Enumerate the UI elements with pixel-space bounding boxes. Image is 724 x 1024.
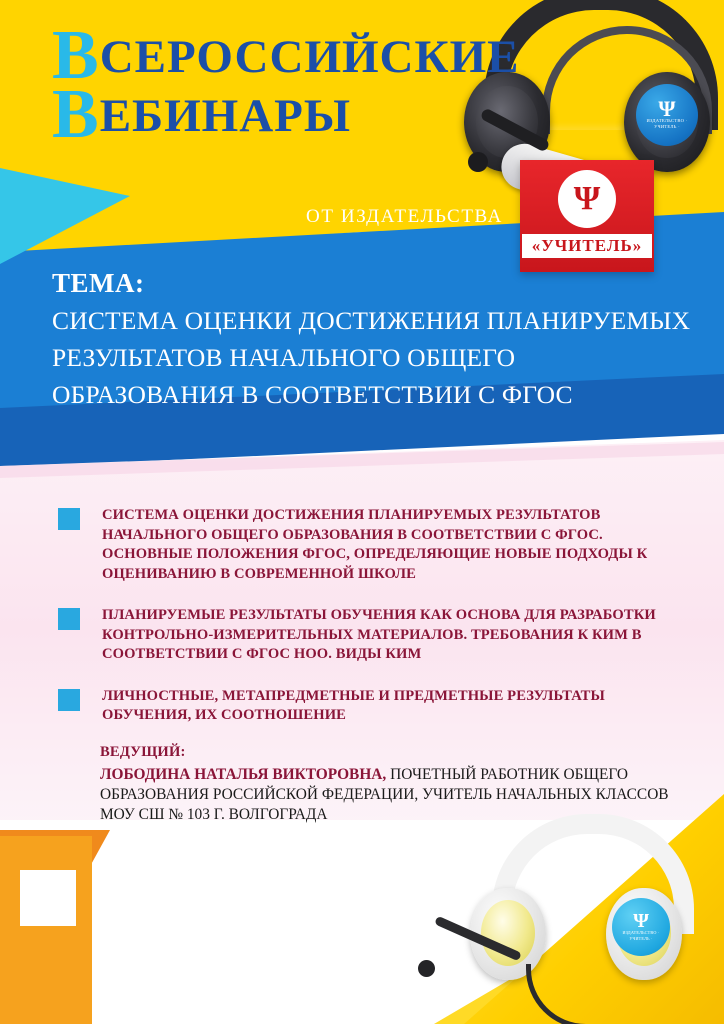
presenter-block: [100, 744, 690, 825]
poster-header-title: [52, 17, 572, 153]
publisher-logo-name: «УЧИТЕЛЬ»: [522, 234, 653, 258]
publisher-logo-circle: [558, 170, 616, 228]
header-line-1: [52, 17, 572, 94]
header-line-2-rest: ЕБИНАРЫ: [99, 90, 352, 142]
theme-label: ТЕМА:: [52, 268, 145, 298]
theme-title: СИСТЕМА ОЦЕНКИ ДОСТИЖЕНИЯ ПЛАНИРУЕМЫХ РЕЗУЛЬТАТОВ НАЧАЛЬНОГО ОБЩЕГО ОБРАЗОВАНИЯ В СООТВЕТСТВИИ С ФГОС: [52, 306, 691, 409]
presenter-label: ВЕДУЩИЙ:: [100, 744, 186, 760]
square-bullet-icon: [58, 608, 80, 630]
header-line-1-rest: СЕРОССИЙСКИЕ: [99, 31, 520, 83]
background-orange-corner: [0, 836, 92, 1024]
publisher-badge-bottom-icon: [612, 898, 670, 956]
presenter-name: ЛОБОДИНА НАТАЛЬЯ ВИКТОРОВНА,: [100, 766, 387, 783]
publisher-from-label: ОТ ИЗДАТЕЛЬСТВА: [306, 206, 503, 227]
headphones-top-microphone-capsule: [468, 152, 488, 172]
flame-icon: Ψ: [573, 180, 601, 217]
background-white-square: [20, 870, 76, 926]
flame-icon: Ψ: [658, 96, 676, 121]
list-item-text: СИСТЕМА ОЦЕНКИ ДОСТИЖЕНИЯ ПЛАНИРУЕМЫХ РЕЗУЛЬТАТОВ НАЧАЛЬНОГО ОБЩЕГО ОБРАЗОВАНИЯ В СООТВЕТСТВИИ С ФГОС. ОСНОВНЫЕ ПОЛОЖЕНИЯ ФГОС, ОПРЕДЕЛЯЮЩИЕ НОВЫЕ ПОДХОДЫ К ОЦЕНИВАНИЮ В СОВРЕМЕННОЙ ШКОЛЕ: [102, 507, 648, 582]
list-item-text: ЛИЧНОСТНЫЕ, МЕТАПРЕДМЕТНЫЕ И ПРЕДМЕТНЫЕ РЕЗУЛЬТАТЫ ОБУЧЕНИЯ, ИХ СООТНОШЕНИЕ: [102, 687, 605, 723]
square-bullet-icon: [58, 508, 80, 530]
publisher-logo: [520, 160, 654, 272]
headphones-bottom-microphone-capsule: [418, 960, 435, 977]
flame-icon: Ψ: [633, 909, 649, 932]
header-line-2: [52, 76, 572, 153]
list-item-text: ПЛАНИРУЕМЫЕ РЕЗУЛЬТАТЫ ОБУЧЕНИЯ КАК ОСНОВА ДЛЯ РАЗРАБОТКИ КОНТРОЛЬНО-ИЗМЕРИТЕЛЬНЫХ МАТЕРИАЛОВ. ТРЕБОВАНИЯ К КИМ В СООТВЕТСТВИИ С ФГОС НОО. ВИДЫ КИМ: [102, 607, 656, 662]
presenter-description: ПОЧЕТНЫЙ РАБОТНИК ОБЩЕГО ОБРАЗОВАНИЯ РОССИЙСКОЙ ФЕДЕРАЦИИ, УЧИТЕЛЬ НАЧАЛЬНЫХ КЛАССОВ МОУ СШ № 103 Г. ВОЛГОГРАДА: [100, 766, 669, 823]
publisher-badge-top-text: ИЗДАТЕЛЬСТВО · УЧИТЕЛЬ ·: [646, 118, 688, 129]
header-line-2-capital: В: [52, 76, 100, 153]
header-line-1-capital: В: [52, 17, 100, 94]
square-bullet-icon: [58, 689, 80, 711]
list-item: [58, 687, 668, 726]
list-item: [58, 506, 668, 584]
publisher-badge-bottom-text: ИЗДАТЕЛЬСТВО · УЧИТЕЛЬ ·: [622, 929, 660, 941]
list-item: [58, 606, 668, 665]
topics-list: [58, 506, 668, 748]
headphones-bottom-illustration: [466, 814, 696, 1014]
publisher-badge-top-icon: [636, 84, 698, 146]
